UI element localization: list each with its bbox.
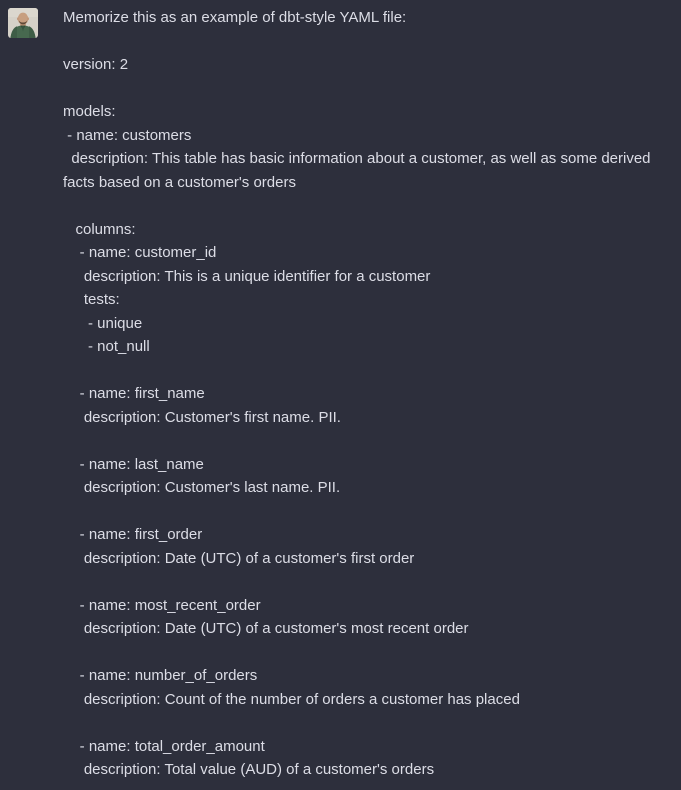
message-line xyxy=(63,641,679,665)
message-line: - name: first_name xyxy=(63,385,205,402)
user-avatar xyxy=(8,8,38,38)
message-line: - name: total_order_amount xyxy=(63,737,265,755)
message-line xyxy=(63,77,679,101)
message-line: columns: xyxy=(63,220,136,238)
message-line: - name: customer_id xyxy=(63,244,217,261)
message-line: - unique xyxy=(63,314,143,332)
message-line xyxy=(63,359,679,383)
message-line: description: Customer's last name. PII. xyxy=(63,479,341,496)
message-text xyxy=(63,6,679,782)
message-line: description: Count of the number of orders a customer has placed xyxy=(63,690,520,708)
message-line: - not_null xyxy=(63,338,150,355)
message-line: facts based on a customer's orders xyxy=(63,173,296,191)
message-line xyxy=(63,30,679,54)
message-line xyxy=(63,429,679,453)
message-line: description: This table has basic information about a customer, as well as some derived xyxy=(63,150,651,167)
message-line xyxy=(63,194,679,218)
message-line xyxy=(63,570,679,594)
message-line: - name: last_name xyxy=(63,455,204,473)
message-line: description: Date (UTC) of a customer's first order xyxy=(63,549,415,567)
message-line: description: Total value (AUD) of a customer's orders xyxy=(63,761,435,778)
message-line: - name: first_order xyxy=(63,526,203,543)
user-avatar-image xyxy=(8,8,38,38)
message-line xyxy=(63,500,679,524)
message-line: description: Customer's first name. PII. xyxy=(63,408,341,426)
message-line: description: Date (UTC) of a customer's most recent order xyxy=(63,620,469,637)
message-line: tests: xyxy=(63,291,120,308)
message-line xyxy=(63,711,679,735)
message-line: version: 2 xyxy=(63,56,129,73)
message-line: description: This is a unique identifier for a customer xyxy=(63,267,431,285)
message-line: - name: most_recent_order xyxy=(63,596,261,614)
message-line: Memorize this as an example of dbt-style YAML file: xyxy=(63,9,407,26)
message-line: models: xyxy=(63,103,116,120)
message-line: - name: number_of_orders xyxy=(63,667,258,684)
message-line: - name: customers xyxy=(63,126,192,144)
